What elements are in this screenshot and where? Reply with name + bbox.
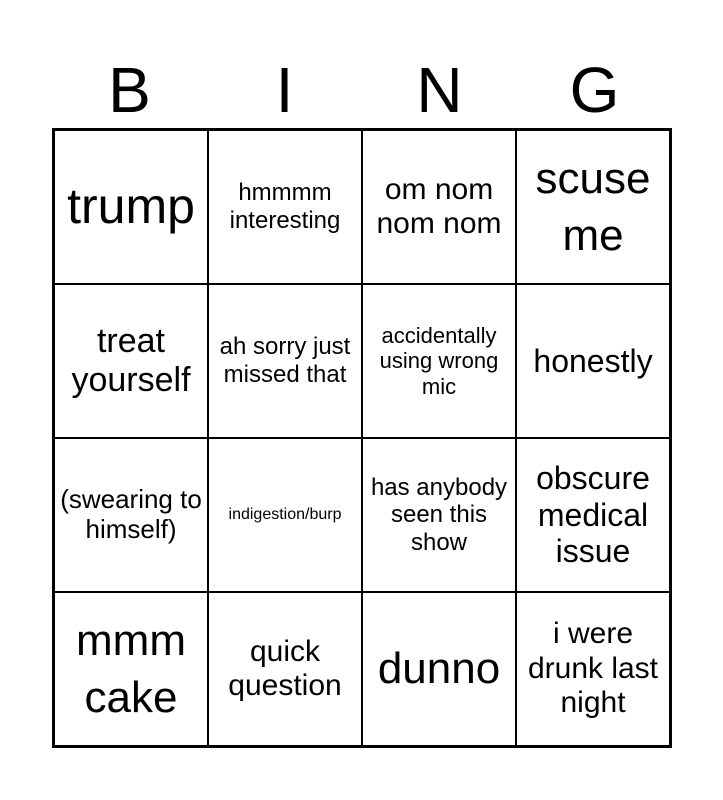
bingo-cell (362, 438, 516, 592)
cell-text: mmm cake (76, 615, 186, 722)
cell-text: dunno (377, 644, 501, 694)
cell-text: has anybody seen this show (370, 473, 508, 556)
cell-text: treat yourself (71, 321, 191, 399)
cell-text: obscure medical issue (536, 459, 650, 570)
bingo-cell (208, 284, 362, 438)
bingo-cell (362, 284, 516, 438)
bingo-cell (516, 592, 670, 746)
bingo-cell (54, 130, 208, 284)
bingo-cell (54, 592, 208, 746)
cell-text: hmmmm interesting (229, 179, 341, 234)
header-letter-b: B (108, 54, 151, 126)
bingo-cell (516, 130, 670, 284)
cell-text: i were drunk last night (527, 617, 659, 720)
bingo-cell (362, 592, 516, 746)
bingo-cell (54, 284, 208, 438)
bingo-cell (516, 438, 670, 592)
cell-text: quick question (228, 634, 342, 702)
header-letter-i: I (275, 54, 294, 126)
cell-text: om nom nom nom (376, 172, 502, 240)
header-letter-g: G (569, 54, 620, 126)
cell-text: honestly (533, 342, 653, 379)
bingo-cell (516, 284, 670, 438)
bingo-cell (362, 130, 516, 284)
bingo-cell (208, 592, 362, 746)
bingo-grid (52, 128, 672, 748)
bingo-cell (54, 438, 208, 592)
cell-text: scuse me (535, 153, 651, 260)
cell-text: (swearing to himself) (60, 484, 202, 544)
bingo-cell (208, 438, 362, 592)
cell-text: accidentally using wrong mic (379, 323, 499, 399)
bingo-cell (208, 130, 362, 284)
bingo-header (52, 52, 672, 128)
header-letter-n: N (416, 54, 463, 126)
cell-text: ah sorry just missed that (219, 333, 351, 388)
cell-text: trump (67, 178, 195, 235)
cell-text: indigestion/burp (228, 505, 342, 523)
